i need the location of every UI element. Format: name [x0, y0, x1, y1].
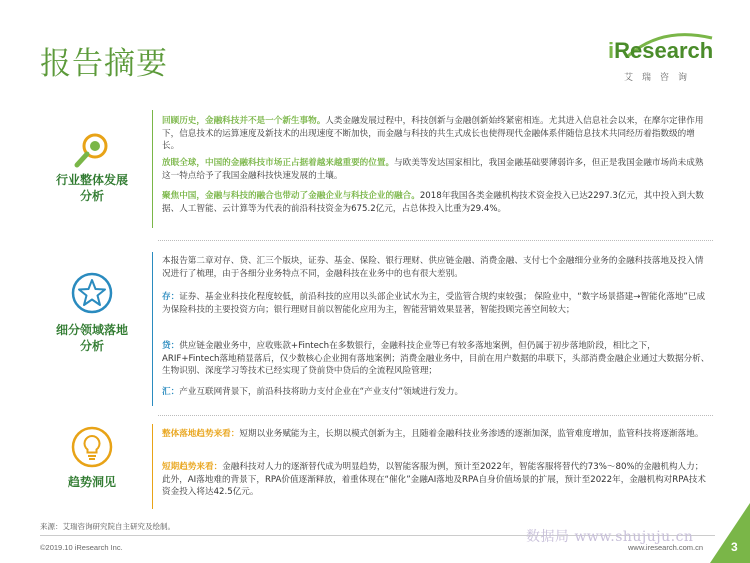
- overall-paragraph-1: 回顾历史，金融科技并不是一个新生事物。人类金融发展过程中，科技创新与金融创新始终紧密相连。尤其进入信息社会以来，在摩尔定律作用下，信息技术的运算速度及新技术的出现速度不断加快，而金融与科技的共生式成长也使得现代金融体系伴随信息技术共同经历着指数级的增长。: [162, 116, 704, 152]
- overall-paragraph-3: 聚焦中国，金融与科技的融合也带动了金融企业与科技企业的融合。2018年我国各类金融机构技术资金投入已达2297.3亿元，其中投入到大数据、人工智能、云计算等为代表的前沿科技资金为675.2亿元，占总体投入比重为29.4%。: [162, 191, 704, 214]
- page-number: 3: [731, 540, 738, 554]
- trends-overall: 整体落地趋势来看：短期以业务赋能为主，长期以模式创新为主，且随着金融科技业务渗透的逐渐加深，监管难度增加，监管科技将逐渐落地。: [162, 429, 704, 439]
- section-separator-1: [158, 240, 713, 241]
- iresearch-logo: [608, 30, 718, 88]
- footer-source: 来源：艾瑞咨询研究院自主研究及绘制。: [40, 522, 175, 531]
- watermark: 数据局 www.shujuju.cn: [526, 529, 694, 545]
- segments-intro: 本报告第二章对存、贷、汇三个版块，证券、基金、保险、银行理财、供应链金融、消费金融、支付七个金融细分业务的金融科技落地及投入情况进行了梳理，由于各细分业务特点不同，金融科技在业务中的也有很大差别。: [162, 256, 704, 279]
- page-title: 报告摘要: [40, 46, 168, 82]
- trends-short-term: 短期趋势来看：金融科技对人力的逐渐替代成为明显趋势，以智能客服为例，预计至2022年，智能客服将替代约73%～80%的金融机构人力；此外，AI落地难的背景下，RPA价值逐渐释放，着重体现在“催化”金融AI落地及RPA自身价值场景的扩展，预计至2022年，金融机构对RPA技术资金投入将达42.5亿元。: [162, 462, 706, 498]
- section-divider-trends: [152, 424, 153, 509]
- section-divider-overall: [152, 110, 153, 228]
- segments-transfer: 汇：产业互联网背景下，前沿科技将助力支付企业在“产业支付”领域进行发力。: [162, 387, 464, 397]
- segments-deposit: 存：证券、基金业科技化程度较低，前沿科技的应用以头部企业试水为主，受监管合规约束较强； 保险业中，“数字场景搭建→智能化落地”已成为保险科技的主要投资方向；银行理财目前以智能化应用为主，智能营销效果显著，智能投顾完善空间较大；: [162, 292, 706, 315]
- footer-copyright: ©2019.10 iResearch Inc.: [40, 543, 123, 552]
- section-separator-2: [158, 415, 713, 416]
- segments-loan: 贷：供应链金融业务中，应收账款+Fintech在多数银行，金融科技企业等已有较多落地案例，但仍属于初步落地阶段，相比之下，ARIF+Fintech落地稍显落后，仅少数核心企业拥有落地案例；消费金融业务中，目前在用户数据的串联下，头部消费金融企业通过大数据分析、生物识别、深度学习等技术已经实现了贷前贷中贷后的全流程风险管理；: [162, 341, 710, 377]
- corner-decoration: [710, 503, 750, 563]
- magnifier-icon: [72, 131, 112, 171]
- footer-url: www.iresearch.com.cn: [628, 543, 704, 552]
- section-label-segments: 细分领域落地 分析: [55, 323, 128, 353]
- section-label-trends: 趋势洞见: [67, 475, 116, 489]
- overall-paragraph-2: 放眼全球，中国的金融科技市场正占据着越来越重要的位置。与欧美等发达国家相比，我国金融基础要薄弱许多，但正是我国金融市场尚未成熟这一特点给予了我国金融科技快速发展的土壤。: [162, 158, 704, 181]
- logo-wordmark: iResearch: [608, 38, 714, 63]
- section-label-overall: 行业整体发展 分析: [55, 173, 128, 203]
- logo-subtitle: 艾瑞咨询: [624, 73, 697, 83]
- section-divider-segments: [152, 252, 153, 406]
- star-icon: [70, 271, 114, 315]
- lightbulb-icon: [70, 425, 114, 469]
